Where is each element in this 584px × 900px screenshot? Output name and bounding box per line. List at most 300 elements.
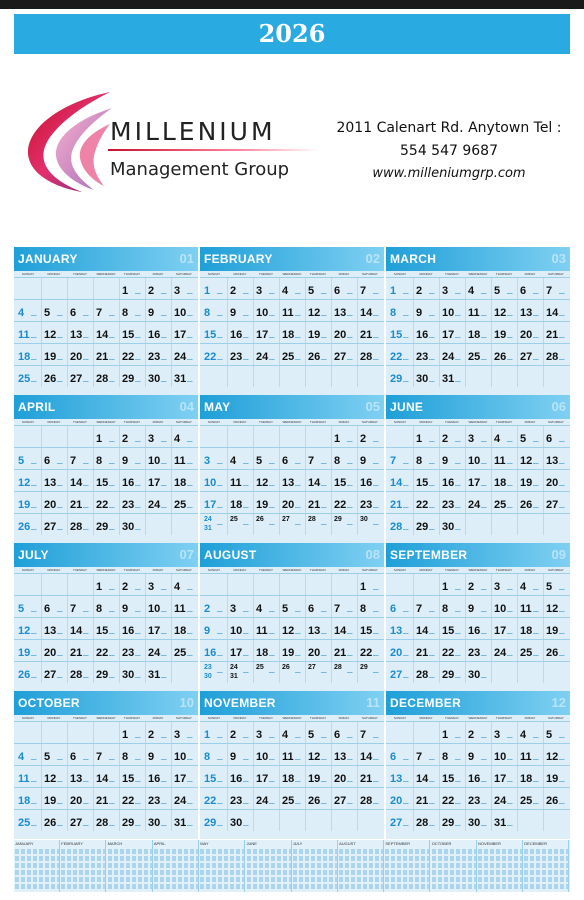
day-cell[interactable]: 27 bbox=[282, 516, 290, 523]
day-cell[interactable]: 21 bbox=[70, 647, 83, 659]
day-cell[interactable]: 5 bbox=[308, 285, 315, 297]
day-cell[interactable]: 16 bbox=[230, 329, 243, 341]
day-cell[interactable]: 2 bbox=[230, 285, 237, 297]
day-cell[interactable]: 10 bbox=[442, 307, 455, 319]
day-cell[interactable]: 25 bbox=[282, 351, 295, 363]
day-cell[interactable]: 24 bbox=[148, 647, 161, 659]
day-cell[interactable]: 10 bbox=[230, 625, 243, 637]
day-cell[interactable]: 6 bbox=[334, 285, 341, 297]
day-cell[interactable]: 26 bbox=[546, 795, 559, 807]
day-cell[interactable]: 30 bbox=[468, 817, 481, 829]
day-cell[interactable]: 2 bbox=[442, 433, 449, 445]
day-cell[interactable]: 29 bbox=[122, 817, 135, 829]
day-cell[interactable]: 27 bbox=[70, 817, 83, 829]
day-cell[interactable]: 25 bbox=[520, 647, 533, 659]
day-cell[interactable]: 6 bbox=[390, 603, 397, 615]
day-cell[interactable]: 9 bbox=[148, 751, 155, 763]
day-cell[interactable]: 17 bbox=[148, 477, 161, 489]
day-cell[interactable]: 12 bbox=[44, 773, 57, 785]
day-cell[interactable]: 12 bbox=[546, 751, 559, 763]
day-cell[interactable]: 9 bbox=[230, 307, 237, 319]
day-cell[interactable]: 21 bbox=[416, 795, 429, 807]
day-cell[interactable]: 25 bbox=[520, 795, 533, 807]
day-cell[interactable]: 28 bbox=[416, 669, 429, 681]
day-cell[interactable]: 16 bbox=[204, 647, 217, 659]
day-cell[interactable]: 21 bbox=[360, 329, 373, 341]
day-cell[interactable]: 16 bbox=[416, 329, 429, 341]
day-cell[interactable]: 13 bbox=[520, 307, 533, 319]
day-cell[interactable]: 20 bbox=[44, 499, 57, 511]
day-cell[interactable]: 3 bbox=[230, 603, 237, 615]
day-cell[interactable]: 25 bbox=[174, 499, 187, 511]
day-cell[interactable]: 5 bbox=[546, 581, 553, 593]
day-cell[interactable]: 7 bbox=[416, 751, 423, 763]
day-cell[interactable]: 24 bbox=[256, 351, 269, 363]
day-cell[interactable]: 3 bbox=[174, 729, 181, 741]
day-cell[interactable]: 5 bbox=[494, 285, 501, 297]
day-cell[interactable]: 31 bbox=[174, 817, 187, 829]
day-cell[interactable]: 17 bbox=[442, 329, 455, 341]
day-cell[interactable]: 14 bbox=[70, 477, 83, 489]
day-cell[interactable]: 6 bbox=[334, 729, 341, 741]
day-cell[interactable]: 3 bbox=[256, 285, 263, 297]
day-cell[interactable]: 23 bbox=[148, 795, 161, 807]
day-cell[interactable]: 16 bbox=[360, 477, 373, 489]
day-cell[interactable]: 9 bbox=[122, 603, 129, 615]
day-cell[interactable]: 20 bbox=[70, 351, 83, 363]
day-cell[interactable]: 6 bbox=[70, 751, 77, 763]
day-cell[interactable]: 4 bbox=[230, 455, 237, 467]
day-cell[interactable]: 5 bbox=[18, 603, 25, 615]
day-cell[interactable]: 18 bbox=[174, 477, 187, 489]
day-cell[interactable]: 16 bbox=[468, 773, 481, 785]
day-cell[interactable]: 21 bbox=[390, 499, 403, 511]
day-cell[interactable]: 27 bbox=[308, 664, 316, 671]
day-cell[interactable]: 1 bbox=[122, 285, 129, 297]
day-cell[interactable]: 28 bbox=[546, 351, 559, 363]
day-cell[interactable]: 3 bbox=[148, 433, 155, 445]
day-cell[interactable]: 17 bbox=[256, 329, 269, 341]
day-cell[interactable]: 12 bbox=[494, 307, 507, 319]
day-cell[interactable]: 23 bbox=[468, 795, 481, 807]
day-cell[interactable]: 7 bbox=[334, 603, 341, 615]
day-cell[interactable]: 22 bbox=[416, 499, 429, 511]
day-cell[interactable]: 31 bbox=[230, 673, 238, 680]
day-cell[interactable]: 11 bbox=[174, 455, 186, 467]
day-cell[interactable]: 25 bbox=[256, 664, 264, 671]
day-cell[interactable]: 29 bbox=[204, 817, 217, 829]
day-cell[interactable]: 10 bbox=[468, 455, 481, 467]
day-cell[interactable]: 26 bbox=[520, 499, 533, 511]
day-cell[interactable]: 27 bbox=[44, 669, 57, 681]
day-cell[interactable]: 11 bbox=[282, 307, 294, 319]
day-cell[interactable]: 12 bbox=[546, 603, 559, 615]
day-cell[interactable]: 22 bbox=[360, 647, 373, 659]
day-cell[interactable]: 24 bbox=[442, 351, 455, 363]
day-cell[interactable]: 27 bbox=[546, 499, 559, 511]
day-cell[interactable]: 26 bbox=[546, 647, 559, 659]
day-cell[interactable]: 27 bbox=[70, 373, 83, 385]
day-cell[interactable]: 8 bbox=[416, 455, 423, 467]
day-cell[interactable]: 21 bbox=[70, 499, 83, 511]
day-cell[interactable]: 26 bbox=[44, 817, 57, 829]
day-cell[interactable]: 11 bbox=[18, 773, 30, 785]
day-cell[interactable]: 8 bbox=[360, 603, 367, 615]
day-cell[interactable]: 29 bbox=[96, 521, 109, 533]
day-cell[interactable]: 5 bbox=[44, 751, 51, 763]
day-cell[interactable]: 22 bbox=[96, 499, 109, 511]
day-cell[interactable]: 22 bbox=[204, 795, 217, 807]
day-cell[interactable]: 30 bbox=[122, 521, 135, 533]
day-cell[interactable]: 5 bbox=[546, 729, 553, 741]
day-cell[interactable]: 22 bbox=[334, 499, 347, 511]
day-cell[interactable]: 5 bbox=[520, 433, 527, 445]
day-cell[interactable]: 13 bbox=[70, 329, 83, 341]
day-cell[interactable]: 13 bbox=[308, 625, 321, 637]
day-cell[interactable]: 4 bbox=[468, 285, 475, 297]
day-cell[interactable]: 15 bbox=[204, 329, 217, 341]
day-cell[interactable]: 12 bbox=[308, 751, 321, 763]
day-cell[interactable]: 8 bbox=[96, 603, 103, 615]
day-cell[interactable]: 21 bbox=[308, 499, 321, 511]
day-cell[interactable]: 19 bbox=[18, 647, 31, 659]
day-cell[interactable]: 2 bbox=[148, 729, 155, 741]
day-cell[interactable]: 14 bbox=[308, 477, 321, 489]
day-cell[interactable]: 18 bbox=[256, 647, 269, 659]
day-cell[interactable]: 19 bbox=[546, 625, 559, 637]
day-cell[interactable]: 10 bbox=[174, 307, 187, 319]
day-cell[interactable]: 9 bbox=[416, 307, 423, 319]
day-cell[interactable]: 18 bbox=[230, 499, 243, 511]
day-cell[interactable]: 7 bbox=[390, 455, 397, 467]
day-cell[interactable]: 24 bbox=[494, 795, 507, 807]
day-cell[interactable]: 23 bbox=[204, 664, 212, 671]
day-cell[interactable]: 8 bbox=[204, 751, 211, 763]
day-cell[interactable]: 8 bbox=[442, 751, 449, 763]
day-cell[interactable]: 7 bbox=[70, 455, 77, 467]
day-cell[interactable]: 24 bbox=[256, 795, 269, 807]
day-cell[interactable]: 20 bbox=[282, 499, 295, 511]
day-cell[interactable]: 10 bbox=[174, 751, 187, 763]
day-cell[interactable]: 13 bbox=[44, 477, 57, 489]
day-cell[interactable]: 17 bbox=[494, 625, 507, 637]
day-cell[interactable]: 26 bbox=[44, 373, 57, 385]
day-cell[interactable]: 27 bbox=[334, 351, 347, 363]
day-cell[interactable]: 30 bbox=[148, 373, 161, 385]
day-cell[interactable]: 3 bbox=[256, 729, 263, 741]
day-cell[interactable]: 6 bbox=[44, 603, 51, 615]
day-cell[interactable]: 12 bbox=[256, 477, 269, 489]
day-cell[interactable]: 10 bbox=[494, 603, 507, 615]
day-cell[interactable]: 19 bbox=[256, 499, 269, 511]
day-cell[interactable]: 25 bbox=[282, 795, 295, 807]
day-cell[interactable]: 10 bbox=[148, 455, 161, 467]
day-cell[interactable]: 24 bbox=[174, 351, 187, 363]
day-cell[interactable]: 31 bbox=[174, 373, 187, 385]
day-cell[interactable]: 11 bbox=[174, 603, 186, 615]
day-cell[interactable]: 19 bbox=[494, 329, 507, 341]
day-cell[interactable]: 10 bbox=[148, 603, 161, 615]
day-cell[interactable]: 6 bbox=[520, 285, 527, 297]
day-cell[interactable]: 18 bbox=[494, 477, 507, 489]
day-cell[interactable]: 10 bbox=[256, 751, 269, 763]
day-cell[interactable]: 4 bbox=[494, 433, 501, 445]
day-cell[interactable]: 28 bbox=[360, 795, 373, 807]
day-cell[interactable]: 11 bbox=[18, 329, 30, 341]
day-cell[interactable]: 17 bbox=[256, 773, 269, 785]
day-cell[interactable]: 30 bbox=[360, 516, 368, 523]
day-cell[interactable]: 3 bbox=[442, 285, 449, 297]
day-cell[interactable]: 11 bbox=[282, 751, 294, 763]
day-cell[interactable]: 31 bbox=[442, 373, 455, 385]
day-cell[interactable]: 31 bbox=[204, 525, 212, 532]
day-cell[interactable]: 27 bbox=[334, 795, 347, 807]
day-cell[interactable]: 28 bbox=[390, 521, 403, 533]
day-cell[interactable]: 7 bbox=[308, 455, 315, 467]
day-cell[interactable]: 3 bbox=[468, 433, 475, 445]
day-cell[interactable]: 27 bbox=[520, 351, 533, 363]
day-cell[interactable]: 19 bbox=[18, 499, 31, 511]
day-cell[interactable]: 5 bbox=[18, 455, 25, 467]
day-cell[interactable]: 23 bbox=[468, 647, 481, 659]
day-cell[interactable]: 5 bbox=[308, 729, 315, 741]
day-cell[interactable]: 19 bbox=[44, 795, 57, 807]
day-cell[interactable]: 28 bbox=[308, 516, 316, 523]
day-cell[interactable]: 20 bbox=[308, 647, 321, 659]
day-cell[interactable]: 28 bbox=[96, 817, 109, 829]
day-cell[interactable]: 19 bbox=[520, 477, 533, 489]
day-cell[interactable]: 11 bbox=[520, 603, 532, 615]
day-cell[interactable]: 5 bbox=[256, 455, 263, 467]
day-cell[interactable]: 3 bbox=[148, 581, 155, 593]
day-cell[interactable]: 30 bbox=[442, 521, 455, 533]
day-cell[interactable]: 4 bbox=[256, 603, 263, 615]
day-cell[interactable]: 17 bbox=[148, 625, 161, 637]
day-cell[interactable]: 13 bbox=[282, 477, 295, 489]
day-cell[interactable]: 14 bbox=[416, 625, 429, 637]
day-cell[interactable]: 24 bbox=[494, 647, 507, 659]
day-cell[interactable]: 22 bbox=[96, 647, 109, 659]
day-cell[interactable]: 16 bbox=[148, 773, 161, 785]
day-cell[interactable]: 13 bbox=[334, 751, 347, 763]
day-cell[interactable]: 10 bbox=[256, 307, 269, 319]
day-cell[interactable]: 2 bbox=[468, 729, 475, 741]
day-cell[interactable]: 19 bbox=[282, 647, 295, 659]
day-cell[interactable]: 15 bbox=[442, 625, 455, 637]
day-cell[interactable]: 26 bbox=[494, 351, 507, 363]
day-cell[interactable]: 15 bbox=[442, 773, 455, 785]
day-cell[interactable]: 20 bbox=[334, 329, 347, 341]
day-cell[interactable]: 22 bbox=[122, 795, 135, 807]
day-cell[interactable]: 7 bbox=[416, 603, 423, 615]
day-cell[interactable]: 2 bbox=[204, 603, 211, 615]
day-cell[interactable]: 3 bbox=[204, 455, 211, 467]
day-cell[interactable]: 5 bbox=[44, 307, 51, 319]
day-cell[interactable]: 2 bbox=[148, 285, 155, 297]
day-cell[interactable]: 9 bbox=[230, 751, 237, 763]
day-cell[interactable]: 21 bbox=[360, 773, 373, 785]
day-cell[interactable]: 19 bbox=[546, 773, 559, 785]
day-cell[interactable]: 14 bbox=[96, 773, 109, 785]
day-cell[interactable]: 28 bbox=[70, 521, 83, 533]
day-cell[interactable]: 17 bbox=[204, 499, 217, 511]
day-cell[interactable]: 24 bbox=[148, 499, 161, 511]
day-cell[interactable]: 17 bbox=[174, 773, 187, 785]
day-cell[interactable]: 9 bbox=[148, 307, 155, 319]
day-cell[interactable]: 7 bbox=[96, 751, 103, 763]
day-cell[interactable]: 6 bbox=[70, 307, 77, 319]
day-cell[interactable]: 21 bbox=[546, 329, 559, 341]
day-cell[interactable]: 30 bbox=[230, 817, 243, 829]
day-cell[interactable]: 8 bbox=[442, 603, 449, 615]
day-cell[interactable]: 13 bbox=[334, 307, 347, 319]
day-cell[interactable]: 25 bbox=[468, 351, 481, 363]
day-cell[interactable]: 1 bbox=[390, 285, 397, 297]
day-cell[interactable]: 12 bbox=[18, 625, 31, 637]
day-cell[interactable]: 15 bbox=[390, 329, 403, 341]
day-cell[interactable]: 1 bbox=[96, 581, 103, 593]
day-cell[interactable]: 29 bbox=[442, 669, 455, 681]
day-cell[interactable]: 6 bbox=[308, 603, 315, 615]
day-cell[interactable]: 27 bbox=[44, 521, 57, 533]
day-cell[interactable]: 20 bbox=[390, 795, 403, 807]
day-cell[interactable]: 4 bbox=[520, 729, 527, 741]
day-cell[interactable]: 12 bbox=[308, 307, 321, 319]
day-cell[interactable]: 9 bbox=[204, 625, 211, 637]
day-cell[interactable]: 4 bbox=[282, 729, 289, 741]
day-cell[interactable]: 4 bbox=[18, 751, 25, 763]
day-cell[interactable]: 23 bbox=[122, 499, 135, 511]
day-cell[interactable]: 7 bbox=[360, 729, 367, 741]
day-cell[interactable]: 29 bbox=[416, 521, 429, 533]
day-cell[interactable]: 16 bbox=[122, 477, 135, 489]
day-cell[interactable]: 14 bbox=[96, 329, 109, 341]
day-cell[interactable]: 30 bbox=[148, 817, 161, 829]
day-cell[interactable]: 30 bbox=[204, 673, 212, 680]
day-cell[interactable]: 19 bbox=[308, 773, 321, 785]
day-cell[interactable]: 14 bbox=[70, 625, 83, 637]
day-cell[interactable]: 23 bbox=[148, 351, 161, 363]
day-cell[interactable]: 18 bbox=[520, 625, 533, 637]
day-cell[interactable]: 25 bbox=[174, 647, 187, 659]
day-cell[interactable]: 14 bbox=[360, 307, 373, 319]
day-cell[interactable]: 11 bbox=[256, 625, 268, 637]
day-cell[interactable]: 26 bbox=[308, 795, 321, 807]
day-cell[interactable]: 8 bbox=[390, 307, 397, 319]
day-cell[interactable]: 18 bbox=[520, 773, 533, 785]
day-cell[interactable]: 17 bbox=[494, 773, 507, 785]
day-cell[interactable]: 17 bbox=[230, 647, 243, 659]
day-cell[interactable]: 26 bbox=[256, 516, 264, 523]
day-cell[interactable]: 19 bbox=[44, 351, 57, 363]
day-cell[interactable]: 14 bbox=[546, 307, 559, 319]
day-cell[interactable]: 7 bbox=[546, 285, 553, 297]
day-cell[interactable]: 16 bbox=[442, 477, 455, 489]
day-cell[interactable]: 20 bbox=[70, 795, 83, 807]
day-cell[interactable]: 12 bbox=[282, 625, 295, 637]
day-cell[interactable]: 7 bbox=[96, 307, 103, 319]
day-cell[interactable]: 6 bbox=[546, 433, 553, 445]
day-cell[interactable]: 26 bbox=[282, 664, 290, 671]
day-cell[interactable]: 1 bbox=[204, 729, 211, 741]
day-cell[interactable]: 28 bbox=[416, 817, 429, 829]
day-cell[interactable]: 25 bbox=[230, 516, 238, 523]
day-cell[interactable]: 18 bbox=[18, 351, 31, 363]
day-cell[interactable]: 23 bbox=[122, 647, 135, 659]
day-cell[interactable]: 24 bbox=[468, 499, 481, 511]
day-cell[interactable]: 18 bbox=[282, 773, 295, 785]
day-cell[interactable]: 21 bbox=[334, 647, 347, 659]
day-cell[interactable]: 18 bbox=[282, 329, 295, 341]
day-cell[interactable]: 3 bbox=[174, 285, 181, 297]
day-cell[interactable]: 24 bbox=[230, 664, 238, 671]
day-cell[interactable]: 13 bbox=[44, 625, 57, 637]
day-cell[interactable]: 28 bbox=[96, 373, 109, 385]
day-cell[interactable]: 11 bbox=[468, 307, 480, 319]
day-cell[interactable]: 29 bbox=[360, 664, 368, 671]
day-cell[interactable]: 23 bbox=[416, 351, 429, 363]
day-cell[interactable]: 1 bbox=[442, 729, 449, 741]
day-cell[interactable]: 13 bbox=[390, 773, 403, 785]
day-cell[interactable]: 15 bbox=[96, 625, 109, 637]
day-cell[interactable]: 8 bbox=[122, 307, 129, 319]
day-cell[interactable]: 3 bbox=[494, 581, 501, 593]
day-cell[interactable]: 25 bbox=[494, 499, 507, 511]
day-cell[interactable]: 9 bbox=[122, 455, 129, 467]
day-cell[interactable]: 15 bbox=[122, 329, 135, 341]
day-cell[interactable]: 9 bbox=[468, 603, 475, 615]
day-cell[interactable]: 19 bbox=[308, 329, 321, 341]
day-cell[interactable]: 28 bbox=[70, 669, 83, 681]
day-cell[interactable]: 11 bbox=[230, 477, 242, 489]
day-cell[interactable]: 10 bbox=[494, 751, 507, 763]
day-cell[interactable]: 2 bbox=[468, 581, 475, 593]
day-cell[interactable]: 18 bbox=[18, 795, 31, 807]
day-cell[interactable]: 21 bbox=[96, 795, 109, 807]
day-cell[interactable]: 16 bbox=[468, 625, 481, 637]
day-cell[interactable]: 2 bbox=[230, 729, 237, 741]
day-cell[interactable]: 29 bbox=[334, 516, 342, 523]
day-cell[interactable]: 17 bbox=[468, 477, 481, 489]
day-cell[interactable]: 20 bbox=[520, 329, 533, 341]
day-cell[interactable]: 10 bbox=[204, 477, 217, 489]
day-cell[interactable]: 9 bbox=[468, 751, 475, 763]
day-cell[interactable]: 13 bbox=[546, 455, 559, 467]
day-cell[interactable]: 25 bbox=[18, 817, 31, 829]
day-cell[interactable]: 1 bbox=[122, 729, 129, 741]
day-cell[interactable]: 26 bbox=[308, 351, 321, 363]
day-cell[interactable]: 15 bbox=[96, 477, 109, 489]
day-cell[interactable]: 2 bbox=[416, 285, 423, 297]
day-cell[interactable]: 27 bbox=[390, 817, 403, 829]
day-cell[interactable]: 22 bbox=[390, 351, 403, 363]
day-cell[interactable]: 9 bbox=[442, 455, 449, 467]
day-cell[interactable]: 7 bbox=[70, 603, 77, 615]
day-cell[interactable]: 6 bbox=[390, 751, 397, 763]
day-cell[interactable]: 15 bbox=[416, 477, 429, 489]
day-cell[interactable]: 26 bbox=[18, 521, 31, 533]
day-cell[interactable]: 8 bbox=[96, 455, 103, 467]
day-cell[interactable]: 13 bbox=[390, 625, 403, 637]
day-cell[interactable]: 17 bbox=[174, 329, 187, 341]
day-cell[interactable]: 15 bbox=[122, 773, 135, 785]
day-cell[interactable]: 4 bbox=[520, 581, 527, 593]
day-cell[interactable]: 26 bbox=[18, 669, 31, 681]
day-cell[interactable]: 31 bbox=[494, 817, 507, 829]
day-cell[interactable]: 20 bbox=[334, 773, 347, 785]
company-website[interactable]: www.milleniumgrp.com bbox=[372, 166, 526, 181]
day-cell[interactable]: 3 bbox=[494, 729, 501, 741]
